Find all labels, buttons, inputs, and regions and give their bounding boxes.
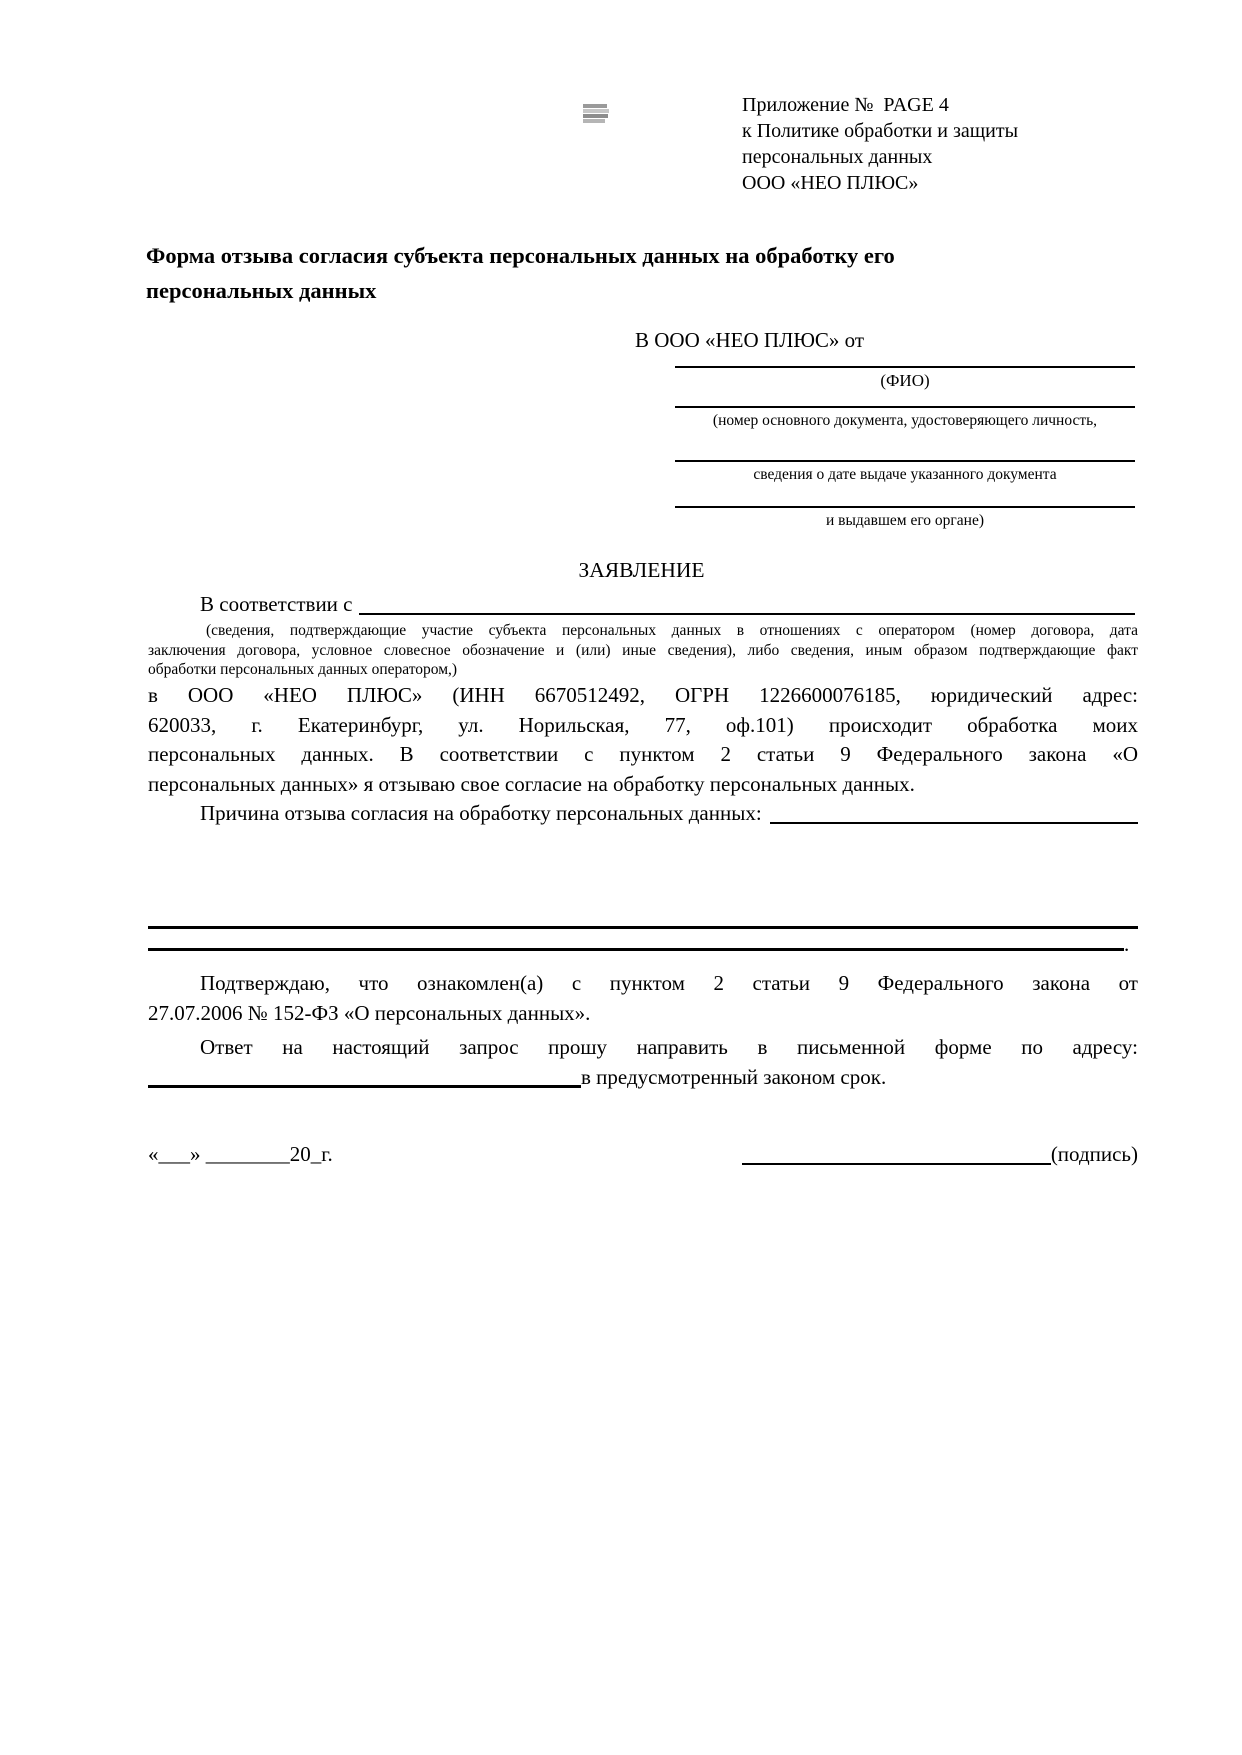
- statement-heading: ЗАЯВЛЕНИЕ: [578, 558, 705, 582]
- annex-header-line: персональных данных: [742, 146, 933, 168]
- body-line: персональных данных» я отзываю свое согласие на обработку персональных данных.: [148, 771, 915, 796]
- fio-caption: (ФИО): [880, 371, 930, 390]
- fine-print-note: [148, 621, 1138, 680]
- issue-date-caption: сведения о дате выдаче указанного документа: [753, 466, 1057, 483]
- fio-blank-line: [675, 366, 1135, 368]
- issue-date-blank-line: [675, 460, 1135, 462]
- body-line: в ООО «НЕО ПЛЮС» (ИНН 6670512492, ОГРН 1226600076185, юридический адрес:: [148, 683, 1138, 707]
- reply-paragraph: [148, 1032, 1138, 1092]
- reason-label: Причина отзыва согласия на обработку персональных данных:: [200, 801, 762, 825]
- addressee-line: В ООО «НЕО ПЛЮС» от: [635, 328, 865, 352]
- date-blank-line: «___» ________20_г.: [148, 1142, 333, 1166]
- address-blank-line: [148, 1085, 581, 1088]
- annex-header-line: ООО «НЕО ПЛЮС»: [742, 172, 919, 194]
- document-title: [146, 238, 1141, 308]
- intro-prefix: В соответствии с: [200, 592, 353, 616]
- date-signature-row: [148, 1138, 1138, 1170]
- reply-suffix: в предусмотренный законом срок.: [581, 1065, 887, 1089]
- note-line: заключения договора, условное словесное обозначение и (или) иные сведения), либо сведения, иным образом подтверждающие факт: [148, 641, 1138, 659]
- issuing-authority-caption: и выдавшем его органе): [825, 512, 985, 529]
- signature-caption: (подпись): [1050, 1142, 1138, 1166]
- embedded-object-artifact-icon: [583, 104, 609, 128]
- document-number-caption: (номер основного документа, удостоверяющего личность,: [712, 412, 1098, 429]
- reason-blank-line: [770, 822, 1138, 824]
- annex-header-line: к Политике обработки и защиты: [742, 120, 1019, 142]
- document-number-blank-line: [675, 406, 1135, 408]
- addressee-fields: [675, 366, 1135, 531]
- body-line: персональных данных. В соответствии с пунктом 2 статьи 9 Федерального закона «О: [148, 742, 1138, 766]
- blank-line-period: .: [1124, 932, 1130, 956]
- statement-body: [148, 681, 1138, 799]
- note-line: обработки персональных данных оператором,): [148, 661, 458, 678]
- acknowledgement-paragraph: [148, 968, 1138, 1028]
- intro-row: [148, 590, 1135, 618]
- note-line: (сведения, подтверждающие участие субъекта персональных данных в отношениях с оператором (номер договора, дата: [206, 622, 1138, 639]
- intro-blank-line: [359, 613, 1136, 615]
- reply-address-row: [148, 1062, 1138, 1092]
- reason-blank-line-2: [148, 926, 1138, 929]
- acknowledgement-line: 27.07.2006 № 152-ФЗ «О персональных данных».: [148, 1001, 591, 1025]
- reason-blank-line-3-rule: [148, 948, 1124, 951]
- signature-blank-line: [742, 1163, 1051, 1165]
- reason-blank-line-3: [148, 932, 1138, 957]
- reply-line: Ответ на настоящий запрос прошу направить в письменной форме по адресу:: [200, 1035, 1138, 1059]
- acknowledgement-line: Подтверждаю, что ознакомлен(а) с пунктом 2 статьи 9 Федерального закона от: [200, 971, 1138, 995]
- annex-header: [742, 92, 1018, 196]
- document-title-line: Форма отзыва согласия субъекта персональных данных на обработку его: [146, 243, 895, 268]
- body-line: 620033, г. Екатеринбург, ул. Норильская, 77, оф.101) происходит обработка моих: [148, 712, 1138, 737]
- issuing-authority-blank-line: [675, 506, 1135, 508]
- document-title-line: персональных данных: [146, 278, 377, 303]
- reason-row: [148, 799, 1138, 828]
- annex-header-line: Приложение № PAGE 4: [742, 94, 949, 116]
